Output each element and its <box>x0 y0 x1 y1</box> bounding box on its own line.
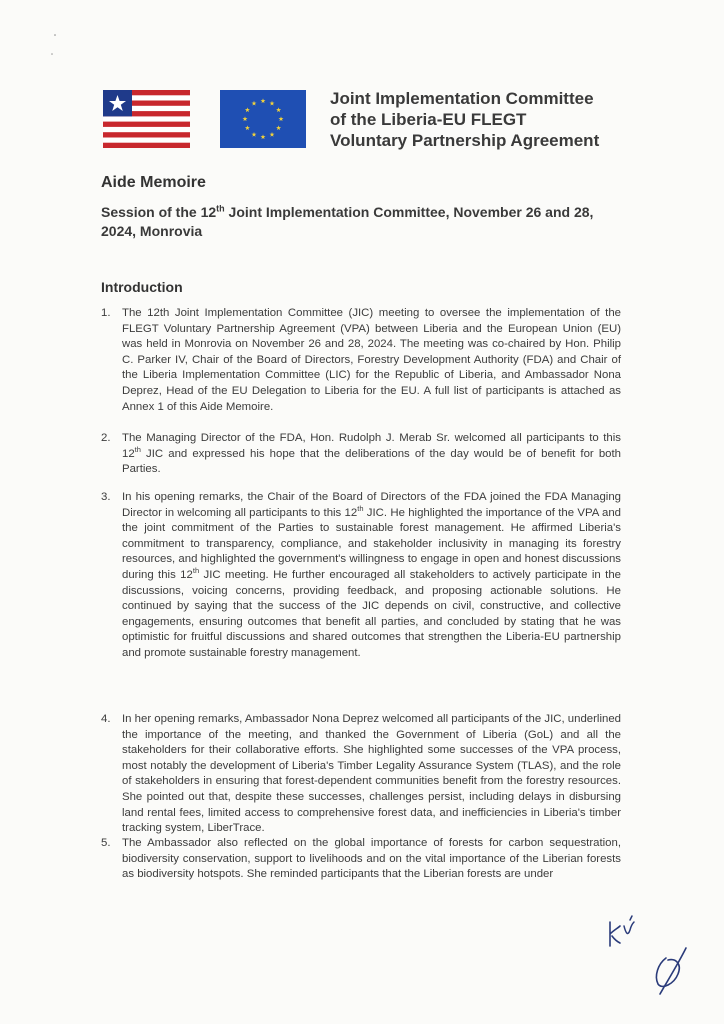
paragraph-text-part: JIC. He highlighted the importance of the VPA and the joint commitment of the Parties to sustainable forest management. He affirmed Liberia's commitment to transparency, compliance, and stakeholder inclusivity in managing its forestry resources, and highlighted the government's willingness to engage in open and honest discussions during this 12 <box>122 506 621 581</box>
handwritten-signature <box>646 944 694 996</box>
numbered-paragraph <box>101 431 621 478</box>
paragraph-text-part: JIC meeting. He further encouraged all stakeholders to actively participate in the discussions, voicing concerns, providing feedback, and proposing actionable solutions. He continued by saying that the success of the JIC depends on civil, constructive, and collective engagements, ensuring outcomes that benefit all parties, and concluded by stating that he was optimistic for fruitful discussions and shared outcomes that strengthen the Liberia-EU partnership and promote sustainable forestry management. <box>122 568 621 659</box>
scan-artifact <box>50 30 62 60</box>
paragraph-number: 2. <box>101 432 111 444</box>
paragraph-number: 4. <box>101 713 111 725</box>
session-ordinal-suffix: th <box>216 203 225 214</box>
handwritten-initials <box>604 912 640 950</box>
paragraph-number: 3. <box>101 491 111 503</box>
session-text: Joint Implementation Committee, November 26 and 28, <box>224 204 594 220</box>
paragraph-text: The 12th Joint Implementation Committee (JIC) meeting to oversee the implementation of the FLEGT Voluntary Partnership Agreement (VPA) between Liberia and the European Union (EU) was held in Monrovia on November 26 and 28, 2024. The meeting was co-chaired by Hon. Philip C. Parker IV, Chair of the Board of Directors, Forestry Development Authority (FDA) and Chair of the Liberia Implementation Committee (LIC) for the Republic of Liberia, and Ambassador Nona Deprez, Head of the EU Delegation to Liberia for the EU. A full list of participants is attached as Annex 1 of this Aide Memoire. <box>122 307 621 413</box>
paragraph-text-part: JIC and expressed his hope that the deliberations of the day would be of benefit for both Parties. <box>122 447 621 476</box>
paragraph-number: 1. <box>101 307 111 319</box>
session-subtitle <box>101 203 631 241</box>
numbered-paragraph <box>101 712 621 837</box>
section-heading: Introduction <box>101 279 183 295</box>
ordinal-suffix: th <box>357 503 364 513</box>
committee-title-line: Voluntary Partnership Agreement <box>330 131 600 150</box>
committee-title <box>330 88 660 151</box>
ordinal-suffix: th <box>134 444 141 454</box>
document-type-heading: Aide Memoire <box>101 174 206 191</box>
session-text: 2024, Monrovia <box>101 223 203 239</box>
committee-title-line: Joint Implementation Committee <box>330 89 594 108</box>
paragraph-text: The Ambassador also reflected on the global importance of forests for carbon sequestration, biodiversity conservation, support to livelihoods and on the vital importance of the Liberian forests as biodiversity hotspots. She reminded participants that the Liberian forests are under <box>122 837 621 881</box>
numbered-paragraph <box>101 836 621 883</box>
numbered-paragraph <box>101 490 621 662</box>
numbered-paragraph <box>101 306 621 415</box>
eu-flag-icon <box>220 90 306 148</box>
paragraph-text: In her opening remarks, Ambassador Nona Deprez welcomed all participants of the JIC, underlined the importance of the meeting, and thanked the Government of Liberia (GoL) and all the stakeholders for their collaborative efforts. She highlighted some successes of the VPA process, most notably the development of Liberia's Timber Legality Assurance System (TLAS), and the role of stakeholders in ensuring that forest-dependent communities benefit from the forestry resources. She pointed out that, despite these successes, challenges persist, including delays in disbursing land rental fees, limited access to comprehensive forest data, and inefficiencies in Liberia's timber tracking system, LiberTrace. <box>122 713 621 835</box>
paragraph-number: 5. <box>101 837 111 849</box>
paragraph-text <box>122 431 621 478</box>
committee-title-line: of the Liberia-EU FLEGT <box>330 110 527 129</box>
paragraph-text-part: The Managing Director of the FDA, Hon. Rudolph J. Merab Sr. welcomed all participants to this 12 <box>122 432 621 460</box>
paragraph-text <box>122 490 621 662</box>
liberia-flag-icon <box>103 90 190 148</box>
paragraph-text-part: In his opening remarks, the Chair of the Board of Directors of the FDA joined the FDA Managing Director in welcoming all participants to this 12 <box>122 491 621 519</box>
session-text: Session of the 12 <box>101 204 217 220</box>
ordinal-suffix: th <box>192 566 200 576</box>
